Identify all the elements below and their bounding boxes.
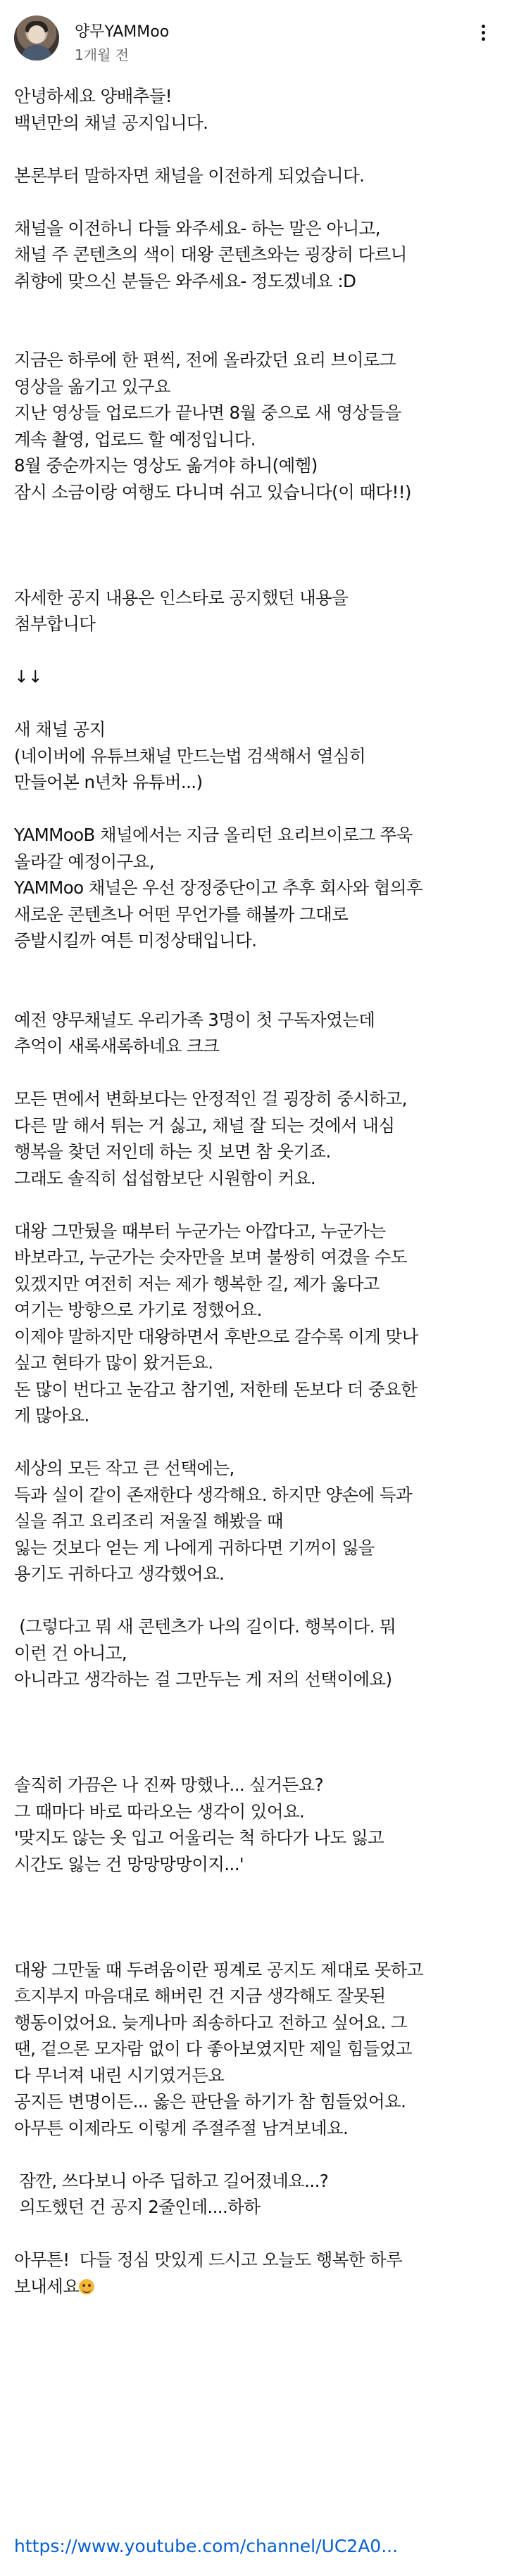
post-text-line: 흐지부지 마음대로 해버린 건 지금 생각해도 잘못된 [14, 1986, 386, 2006]
post-text-line: ↓↓ [14, 666, 42, 687]
post-text-line: 안녕하세요 양배추들! [14, 86, 173, 106]
blank-line [14, 1191, 500, 1218]
blank-line [14, 1587, 500, 1614]
blank-line [14, 558, 500, 585]
post-text-line: 이런 건 아니고, [14, 1642, 127, 1663]
post-text-line: 싶고 현타가 많이 왔거든요. [14, 1352, 213, 1373]
post-text-line: 증발시킬까 여튼 미정상태입니다. [14, 930, 257, 951]
post-text-line: 채널 주 콘텐츠의 색이 대왕 콘텐츠와는 굉장히 다르니 [14, 244, 407, 265]
post-text-line: 그 때마다 바로 따라오는 생각이 있어요. [14, 1801, 305, 1822]
post-text-line: 보내세요 [14, 2273, 500, 2300]
blank-line [14, 189, 500, 215]
avatar-face [28, 25, 45, 44]
post-text-line: 그래도 솔직히 섭섭함보단 시원함이 커요. [14, 1167, 316, 1188]
blank-line [14, 1719, 500, 1746]
post-text-line: 다 무너져 내린 시기였거든요 [14, 2064, 225, 2086]
post-text-line: 모든 면에서 변화보다는 안정적인 걸 굉장히 중시하고, [14, 1089, 407, 1109]
blank-line [14, 954, 500, 981]
blank-line [14, 690, 500, 717]
blank-line [14, 505, 500, 532]
post-text-line: (그렇다고 뭐 새 콘텐츠가 나의 길이다. 행복이다. 뭐 [14, 1616, 396, 1637]
blank-line [14, 1877, 500, 1904]
post-text-line: 잃는 것보다 얻는 게 나에게 귀하다면 기꺼이 잃을 [14, 1537, 375, 1558]
post-text-line: 추억이 새록새록하네요 크크 [14, 1036, 220, 1056]
post-text-line: 만들어본 n년차 유튜버...) [14, 772, 203, 792]
blank-line [14, 532, 500, 559]
post-text-line: 돈 많이 번다고 눈감고 참기엔, 저한테 돈보다 더 중요한 [14, 1378, 418, 1400]
post-text-line: 아무튼 이제라도 이렇게 주절주절 남겨보네요. [14, 2117, 349, 2138]
channel-name[interactable]: 양무YAMMoo [75, 23, 170, 41]
post-text-line: 땐, 겉으론 모자람 없이 다 좋아보였지만 제일 힘들었고 [14, 2038, 412, 2059]
post-text-line: 영상을 옮기고 있구요 [14, 376, 170, 397]
post-text-line: 잠깐, 쓰다보니 아주 딥하고 길어졌네요...? [14, 2170, 329, 2191]
avatar-body [21, 45, 52, 61]
post-text-line: 행복을 찾던 저인데 하는 짓 보면 참 웃기죠. [14, 1141, 331, 1162]
post-text-line: 용기도 귀하다고 생각했어요. [14, 1563, 225, 1584]
channel-avatar[interactable] [14, 15, 59, 61]
blank-line [14, 1930, 500, 1957]
post-text-line: 8월 중순까지는 영상도 옮겨야 하니(예헴) [14, 455, 318, 476]
post-text-line: 계속 촬영, 업로드 할 예정입니다. [14, 429, 256, 450]
post-text-line: 지난 영상들 업로드가 끝나면 8월 중으로 새 영상들을 [14, 402, 401, 423]
blank-line [14, 321, 500, 348]
blank-line [14, 796, 500, 823]
blank-line [14, 1746, 500, 1772]
blank-line [14, 1060, 500, 1086]
post-text-line: 새로운 콘텐츠나 어떤 무언가를 해볼까 그대로 [14, 903, 349, 925]
blank-line [14, 1693, 500, 1720]
post-text-line: 잠시 소금이랑 여행도 다니며 쉬고 있습니다(이 때다!!) [14, 481, 411, 502]
post-text-line: 다른 말 해서 튀는 거 싫고, 채널 잘 되는 것에서 내심 [14, 1115, 395, 1136]
post-text-line: 시간도 잃는 건 망망망망이지...' [14, 1853, 244, 1874]
post-text-line: YAMMooB 채널에서는 지금 올리던 요리브이로그 쭈욱 [14, 825, 413, 845]
post-text-line: 여기는 방향으로 가기로 정했어요. [14, 1300, 262, 1320]
post-text-line: 지금은 하루에 한 편씩, 전에 올라갔던 요리 브이로그 [14, 350, 396, 370]
blank-line [14, 1429, 500, 1456]
kebab-menu-icon[interactable] [475, 18, 492, 46]
post-text-line: 새 채널 공지 [14, 719, 106, 740]
blank-line [14, 136, 500, 163]
post-text-line: 아니라고 생각하는 걸 그만두는 게 저의 선택이에요) [14, 1669, 392, 1689]
post-text-line: 첨부합니다 [14, 614, 96, 634]
post-text-line: 이제야 말하지만 대왕하면서 후반으로 갈수록 이게 맞나 [14, 1326, 418, 1347]
smiling-face-with-hearts-emoji-icon [79, 2279, 94, 2295]
post-text-line: 예전 양무채널도 우리가족 3명이 첫 구독자였는데 [14, 1009, 375, 1030]
post-header [14, 15, 493, 72]
post-text-line: 있겠지만 여전히 저는 제가 행복한 길, 제가 옳다고 [14, 1273, 380, 1294]
post-text-line: 공지든 변명이든... 옳은 판단을 하기가 참 힘들었어요. [14, 2091, 406, 2112]
post-text-line: 본론부터 말하자면 채널을 이전하게 되었습니다. [14, 165, 365, 186]
blank-line [14, 637, 500, 664]
blank-line [14, 980, 500, 1007]
channel-link[interactable]: https://www.youtube.com/channel/UC2A0... [14, 2536, 399, 2556]
post-text-line: 아무튼! 다들 정심 맛있게 드시고 오늘도 행복한 하루 [14, 2250, 403, 2270]
post-time: 1개월 전 [75, 46, 130, 63]
post-text-line: (네이버에 유튜브채널 만드는법 검색해서 열심히 [14, 745, 366, 766]
blank-line [14, 2141, 500, 2168]
blank-line [14, 294, 500, 321]
post-text-line: 대왕 그만둘 때 두려움이란 핑계로 공지도 제대로 못하고 [14, 1959, 423, 1980]
post-text-line: 채널을 이전하니 다들 와주세요- 하는 말은 아니고, [14, 217, 380, 239]
post-text-line: 취향에 맞으신 분들은 와주세요- 정도겠네요 :D [14, 270, 356, 291]
post-text-line: 세상의 모든 작고 큰 선택에는, [14, 1458, 234, 1478]
post-text-line: 의도했던 건 공지 2줄인데....하하 [14, 2197, 261, 2217]
post-text-line: '맞지도 않는 옷 입고 어울리는 척 하다가 나도 잃고 [14, 1827, 384, 1848]
post-text-line: 자세한 공지 내용은 인스타로 공지했던 내용을 [14, 587, 349, 608]
post-text-line: 실을 쥐고 요리조리 저울질 해봤을 때 [14, 1511, 283, 1531]
post-text-line: 행동이었어요. 늦게나마 죄송하다고 전하고 싶어요. 그 [14, 2012, 407, 2033]
post-text-line: 득과 실이 같이 존재한다 생각해요. 하지만 양손에 득과 [14, 1484, 412, 1505]
post-text-line: 솔직히 가끔은 나 진짜 망했나... 싶거든요? [14, 1775, 323, 1795]
blank-line [14, 2221, 500, 2247]
post-text-line: YAMMoo 채널은 우선 장정중단이고 추후 회사와 협의후 [14, 877, 423, 898]
post-text-line: 올라갈 예정이구요, [14, 851, 154, 872]
blank-line [14, 1904, 500, 1931]
post-text-line: 대왕 그만뒀을 때부터 누군가는 아깝다고, 누군가는 [14, 1220, 386, 1241]
post-text-line: 백년만의 채널 공지입니다. [14, 112, 208, 133]
post-body [14, 83, 500, 2299]
post-text-line: 바보라고, 누군가는 숫자만을 보며 불쌍히 여겼을 수도 [14, 1247, 407, 1267]
post-text-line: 게 많아요. [14, 1405, 89, 1426]
